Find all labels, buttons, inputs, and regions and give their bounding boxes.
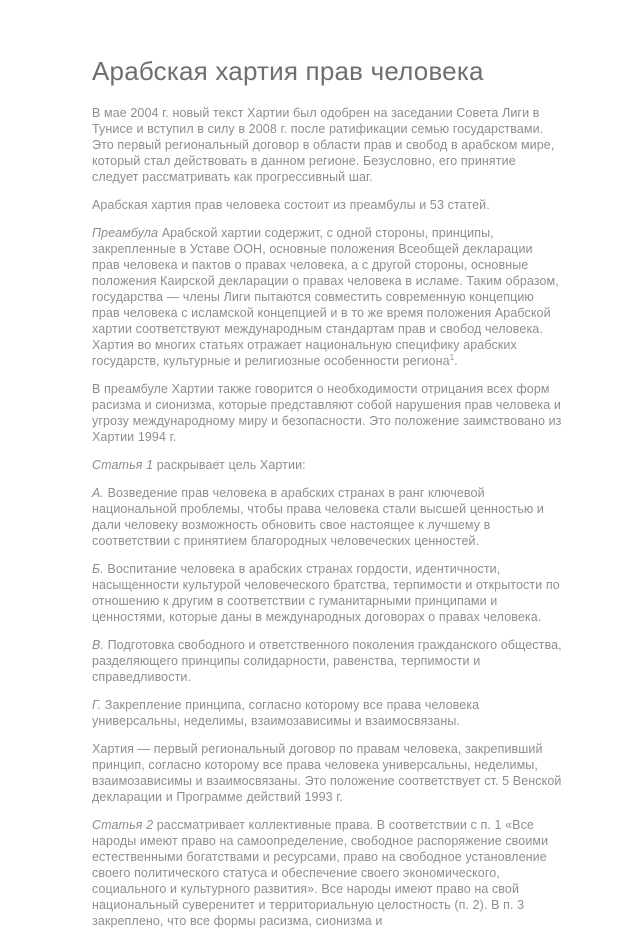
paragraph: Г. Закрепление принципа, согласно которому все права человека универсальны, неделимы, взаимозависимы и взаимосвязаны. <box>92 697 480 728</box>
document-body <box>92 105 562 929</box>
footnote-ref: 1 <box>449 352 455 362</box>
paragraph-lead: Статья 1 <box>92 457 154 472</box>
paragraph: В. Подготовка свободного и ответственного поколения гражданского общества, разделяющего принципы солидарности, равенства, терпимости и справедливости. <box>92 637 562 684</box>
paragraph: А. Возведение прав человека в арабских странах в ранг ключевой национальной проблемы, чтобы права человека стали высшей ценностью и дали человеку возможность обновить свое настоящее к лучшему в соответствии с принятием благородных человеческих ценностей. <box>92 485 544 548</box>
paragraph: Статья 2 рассматривает коллективные права. В соответствии с п. 1 «Все народы имеют право на самоопределение, свободное распоряжение своими естественными богатствами и ресурсами, право на свободное установление своего политического статуса и обеспечение своего экономического, социального и культурного развития». Все народы имеют право на свой национальный суверенитет и территориальную целостность (п. 2). В п. 3 закреплено, что все формы расизма, сионизма и <box>92 817 549 928</box>
paragraph-lead: Статья 2 <box>92 817 154 832</box>
paragraph: Хартия — первый региональный договор по правам человека, закрепивший принцип, согласно которому все права человека универсальны, неделимы, взаимозависимы и взаимосвязаны. Это положение соответствует ст. 5 Венской декларации и Программе действий 1993 г. <box>92 741 562 804</box>
paragraph: Б. Воспитание человека в арабских странах гордости, идентичности, насыщенности культурой человеческого братства, терпимости и открытости по отношению к другим в соответствии с гуманитарными принципами и ценностями, которые даны в международных договорах о правах человека. <box>92 561 560 624</box>
paragraph: В преамбуле Хартии также говорится о необходимости отрицания всех форм расизма и сионизма, которые представляют собой нарушения прав человека и угрозу международному миру и безопасности. Это положение заимствовано из Хартии 1994 г. <box>92 381 562 444</box>
paragraph: Преамбула Арабской хартии содержит, с одной стороны, принципы, закрепленные в Уставе ООН, основные положения Всеобщей декларации прав человека и пактов о правах человека, а с другой стороны, основные положения Каирской декларации о правах человека в исламе. Таким образом, государства — члены Лиги пытаются совместить современную концепцию прав человека с исламской концепцией и в то же время положения Арабской хартии соответствуют международным стандартам прав и свобод человека. Хартия во многих статьях отражает национальную специфику арабских государств, культурные и религиозные особенности региона$^1$. <box>92 225 559 368</box>
paragraph-lead: Г. <box>92 697 102 712</box>
paragraph: Арабская хартия прав человека состоит из преамбулы и 53 статей. <box>92 197 490 212</box>
paragraph-lead: В. <box>92 637 105 652</box>
paragraph-lead: Б. <box>92 561 104 576</box>
paragraph-lead: Преамбула <box>92 225 159 240</box>
page-title: Арабская хартия прав человека <box>92 56 484 86</box>
paragraph: В мае 2004 г. новый текст Хартии был одобрен на заседании Совета Лиги в Тунисе и вступил в силу в 2008 г. после ратификации семью государствами. Это первый региональный договор в области прав и свобод в арабском мире, который стал действовать в данном регионе. Безусловно, его принятие следует рассматривать как прогрессивный шаг. <box>92 105 555 184</box>
paragraph: Статья 1 раскрывает цель Хартии: <box>92 457 306 472</box>
paragraph-lead: А. <box>92 485 105 500</box>
